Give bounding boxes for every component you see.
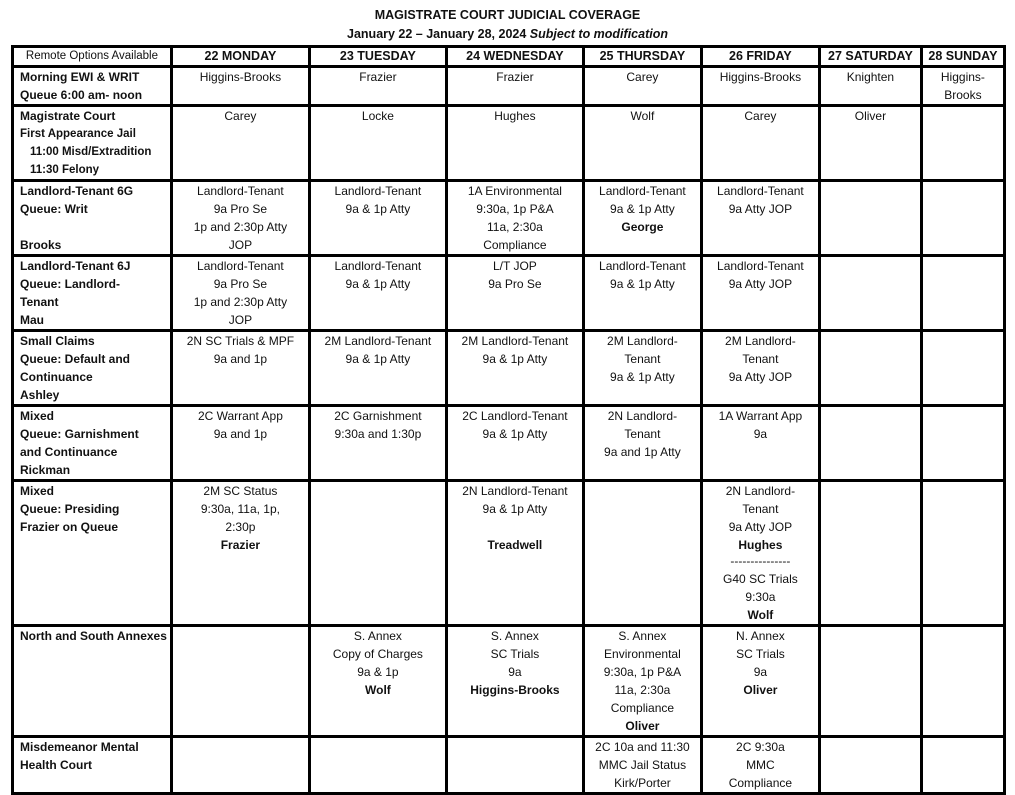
assigned-judge: Frazier [220, 538, 261, 552]
schedule-cell [701, 737, 819, 794]
column-header-day: 27 SATURDAY [819, 47, 921, 67]
cell-line: 2N Landlord- [607, 409, 678, 423]
row-header-line: Mixed [20, 409, 55, 423]
document-subtitle [0, 27, 1015, 41]
document-title: MAGISTRATE COURT JUDICIAL COVERAGE [374, 8, 641, 22]
row-header-line: Queue: Landlord- [20, 277, 120, 291]
header-row [13, 47, 1005, 67]
cell-line [451, 518, 579, 536]
cell-line: 9a & 1p Atty [610, 277, 675, 291]
schedule-cell [921, 331, 1004, 406]
row-header-line: 11:00 Misd/Extradition [30, 146, 152, 158]
assigned-judge: Oliver [625, 719, 660, 733]
cell-line: JOP [228, 313, 253, 327]
schedule-cell [583, 481, 701, 626]
schedule-cell [309, 67, 446, 106]
cell-line: Locke [361, 109, 394, 123]
cell-line: 9a Pro Se [213, 277, 268, 291]
cell-line: MMC Jail Status [598, 758, 687, 772]
schedule-cell [819, 626, 921, 737]
cell-line: S. Annex [618, 629, 667, 643]
cell-line: Kirk/Porter [614, 776, 671, 790]
cell-line: N. Annex [736, 629, 785, 643]
schedule-cell [171, 106, 309, 181]
schedule-cell [583, 737, 701, 794]
schedule-cell [446, 331, 583, 406]
cell-line: 9a & 1p Atty [482, 502, 548, 516]
cell-line: 1A Environmental [467, 184, 562, 198]
schedule-cell [583, 331, 701, 406]
cell-line: Landlord-Tenant [599, 259, 686, 273]
assigned-judge: Treadwell [487, 538, 543, 552]
cell-line: 2C 9:30a [736, 740, 785, 754]
cell-line: 11a, 2:30a [486, 220, 543, 234]
schedule-cell [446, 626, 583, 737]
cell-line: Landlord-Tenant [599, 184, 686, 198]
row-header-line: Morning EWI & WRIT [20, 70, 140, 84]
schedule-cell [921, 406, 1004, 481]
column-header-day: 28 SUNDAY [921, 47, 1004, 67]
cell-line: 1p and 2:30p Atty [193, 295, 288, 309]
cell-line: 2N SC Trials & MPF [186, 334, 295, 348]
schedule-cell [309, 737, 446, 794]
cell-line: 9a & 1p Atty [482, 352, 548, 366]
table-row [13, 256, 1005, 331]
schedule-cell [701, 67, 819, 106]
cell-line: G40 SC Trials [723, 572, 798, 586]
cell-line: Frazier [496, 70, 534, 84]
cell-line: Carey [626, 70, 659, 84]
schedule-cell [921, 737, 1004, 794]
cell-line: 9a & 1p Atty [345, 352, 411, 366]
cell-line: 9a and 1p [213, 427, 268, 441]
schedule-cell [819, 406, 921, 481]
row-header-line: Misdemeanor Mental [20, 740, 139, 754]
row-header-line: Queue: Garnishment [20, 427, 139, 441]
schedule-cell [921, 181, 1004, 256]
schedule-cell [446, 106, 583, 181]
row-header [13, 737, 172, 794]
cell-line: 9a & 1p Atty [610, 202, 675, 216]
column-header-day: 25 THURSDAY [583, 47, 701, 67]
cell-line: 9a & 1p Atty [482, 427, 548, 441]
cell-line: 9a Pro Se [213, 202, 268, 216]
cell-line: Tenant [742, 352, 779, 366]
row-header-line: Continuance [20, 370, 93, 384]
cell-line: 9a and 1p Atty [604, 445, 681, 459]
cell-line: 9:30a, 1p P&A [476, 202, 554, 216]
row-header-line [20, 218, 167, 236]
row-header-line: First Appearance Jail [20, 128, 136, 140]
assigned-judge: Oliver [743, 683, 778, 697]
schedule-cell [309, 626, 446, 737]
schedule-cell [171, 331, 309, 406]
cell-line: 9:30a [745, 590, 776, 604]
schedule-cell [583, 67, 701, 106]
cell-line: Oliver [854, 109, 887, 123]
cell-line: Compliance [728, 776, 793, 790]
cell-line: Compliance [483, 238, 547, 252]
cell-line: 2C Warrant App [197, 409, 283, 423]
cell-line: 2C 10a and 11:30 [595, 740, 690, 754]
column-header-day: 26 FRIDAY [701, 47, 819, 67]
cell-line: Higgins-Brooks [719, 70, 802, 84]
cell-line: 9:30a and 1:30p [334, 427, 422, 441]
schedule-cell [309, 406, 446, 481]
schedule-cell [446, 737, 583, 794]
cell-line: 2:30p [225, 520, 256, 534]
cell-line: 9a Atty JOP [728, 520, 793, 534]
schedule-cell [921, 67, 1004, 106]
schedule-cell [309, 181, 446, 256]
cell-line: Landlord-Tenant [197, 259, 284, 273]
cell-line: 9a Atty JOP [728, 277, 793, 291]
schedule-cell [171, 67, 309, 106]
cell-line: 9a & 1p [357, 665, 399, 679]
schedule-cell [583, 256, 701, 331]
cell-line: SC Trials [490, 647, 540, 661]
schedule-cell [446, 256, 583, 331]
schedule-cell [583, 626, 701, 737]
schedule-cell [446, 67, 583, 106]
table-row [13, 331, 1005, 406]
cell-line: 9a [753, 665, 768, 679]
row-header-line: Rickman [20, 463, 71, 477]
row-header-line: Ashley [20, 388, 60, 402]
cell-line: 2N Landlord-Tenant [462, 484, 568, 498]
cell-line: S. Annex [490, 629, 539, 643]
cell-line: Landlord-Tenant [717, 184, 804, 198]
row-header [13, 406, 172, 481]
cell-line: --------------- [730, 554, 791, 568]
schedule-cell [171, 481, 309, 626]
cell-line: Landlord-Tenant [334, 184, 422, 198]
row-header-line: Small Claims [20, 334, 95, 348]
schedule-cell [309, 331, 446, 406]
cell-line: 9a & 1p Atty [610, 370, 675, 384]
column-header-day: 22 MONDAY [171, 47, 309, 67]
table-row [13, 181, 1005, 256]
row-header-line: Health Court [20, 758, 92, 772]
column-header-remote-options: Remote Options Available [13, 47, 172, 67]
cell-line: Landlord-Tenant [334, 259, 422, 273]
schedule-cell [171, 256, 309, 331]
table-row [13, 481, 1005, 626]
row-header-line: Mixed [20, 484, 55, 498]
schedule-cell [583, 181, 701, 256]
cell-line: 2M SC Status [203, 484, 278, 498]
row-header [13, 181, 172, 256]
schedule-cell [309, 481, 446, 626]
cell-line: Wolf [630, 109, 655, 123]
cell-line: 9:30a, 11a, 1p, [200, 502, 280, 516]
coverage-table [11, 45, 1006, 795]
cell-line: 9a and 1p [213, 352, 268, 366]
cell-line: 2M Landlord-Tenant [324, 334, 432, 348]
row-header-line: Frazier on Queue [20, 520, 119, 534]
cell-line: Copy of Charges [332, 647, 423, 661]
row-header [13, 626, 172, 737]
schedule-cell [171, 737, 309, 794]
cell-line: 9a Atty JOP [728, 202, 793, 216]
row-header-line: Queue: Default and [20, 352, 131, 366]
cell-line: Carey [224, 109, 257, 123]
cell-line: 2C Garnishment [334, 409, 422, 423]
row-header-line: Queue: Writ [20, 202, 88, 216]
assigned-judge: Higgins-Brooks [470, 683, 560, 697]
schedule-cell [921, 481, 1004, 626]
schedule-cell [583, 406, 701, 481]
column-header-day: 23 TUESDAY [309, 47, 446, 67]
cell-line: 1p and 2:30p Atty [193, 220, 288, 234]
schedule-cell [446, 481, 583, 626]
row-header-line: Mau [20, 313, 44, 327]
cell-line: S. Annex [353, 629, 402, 643]
row-header-line: North and South Annexes [20, 629, 167, 643]
schedule-cell [921, 256, 1004, 331]
assigned-judge: Wolf [365, 683, 391, 697]
cell-line: JOP [228, 238, 253, 252]
cell-line: 1A Warrant App [718, 409, 803, 423]
assigned-judge: Wolf [747, 608, 774, 622]
modification-note: Subject to modification [529, 27, 668, 41]
cell-line: 9:30a, 1p P&A [603, 665, 682, 679]
row-header-line: Magistrate Court [20, 109, 116, 123]
cell-line: Hughes [494, 109, 536, 123]
schedule-cell [819, 331, 921, 406]
row-header-line: Brooks [20, 238, 62, 252]
row-header [13, 256, 172, 331]
schedule-cell [921, 106, 1004, 181]
cell-line: 9a & 1p Atty [345, 202, 411, 216]
cell-line: Tenant [742, 502, 779, 516]
schedule-cell [701, 626, 819, 737]
schedule-cell [446, 406, 583, 481]
row-header-line: and Continuance [20, 445, 118, 459]
cell-line: 2M Landlord- [725, 334, 796, 348]
assigned-judge: Hughes [738, 538, 783, 552]
cell-line: Landlord-Tenant [717, 259, 804, 273]
cell-line: Frazier [359, 70, 397, 84]
cell-line: 9a [753, 427, 768, 441]
schedule-cell [819, 106, 921, 181]
date-range: January 22 – January 28, 2024 [347, 27, 530, 41]
row-header-line: Queue: Presiding [20, 502, 120, 516]
table-row [13, 406, 1005, 481]
cell-line: MMC [746, 758, 775, 772]
schedule-cell [701, 256, 819, 331]
cell-line: SC Trials [736, 647, 785, 661]
schedule-cell [819, 481, 921, 626]
schedule-cell [819, 67, 921, 106]
schedule-cell [819, 181, 921, 256]
cell-line: 9a Pro Se [488, 277, 542, 291]
cell-line: Higgins-Brooks [199, 70, 282, 84]
schedule-cell [446, 181, 583, 256]
schedule-cell [701, 406, 819, 481]
cell-line: Tenant [624, 352, 661, 366]
schedule-cell [921, 626, 1004, 737]
row-header [13, 67, 172, 106]
cell-line: 9a Atty JOP [728, 370, 793, 384]
schedule-cell [701, 106, 819, 181]
cell-line: Environmental [604, 647, 681, 661]
schedule-cell [309, 256, 446, 331]
schedule-cell [701, 481, 819, 626]
cell-line: 2M Landlord- [607, 334, 678, 348]
row-header-line: Landlord-Tenant 6J [20, 259, 131, 273]
schedule-cell [583, 106, 701, 181]
schedule-cell [701, 331, 819, 406]
cell-line: Brooks [944, 88, 982, 102]
schedule-cell [819, 256, 921, 331]
cell-line: 9a & 1p Atty [345, 277, 411, 291]
schedule-cell [171, 406, 309, 481]
schedule-cell [171, 181, 309, 256]
row-header-line: Tenant [20, 295, 59, 309]
assigned-judge: George [621, 220, 664, 234]
row-header-line: 11:30 Felony [30, 164, 100, 176]
schedule-cell [819, 737, 921, 794]
row-header [13, 106, 172, 181]
cell-line: Compliance [610, 701, 675, 715]
column-header-day: 24 WEDNESDAY [446, 47, 583, 67]
table-row [13, 67, 1005, 106]
cell-line: Knighten [846, 70, 895, 84]
table-row [13, 106, 1005, 181]
cell-line: Tenant [624, 427, 661, 441]
schedule-cell [309, 106, 446, 181]
cell-line: 2N Landlord- [725, 484, 796, 498]
cell-line: Landlord-Tenant [197, 184, 284, 198]
row-header-line: Landlord-Tenant 6G [20, 184, 134, 198]
cell-line: Carey [744, 109, 777, 123]
row-header [13, 481, 172, 626]
schedule-cell [701, 181, 819, 256]
cell-line: 2M Landlord-Tenant [461, 334, 569, 348]
cell-line: 9a [508, 665, 522, 679]
cell-line: L/T JOP [493, 259, 537, 273]
cell-line: 11a, 2:30a [614, 683, 671, 697]
schedule-cell [171, 626, 309, 737]
table-row [13, 737, 1005, 794]
cell-line: Higgins- [940, 70, 985, 84]
cell-line: 2C Landlord-Tenant [462, 409, 568, 423]
row-header-line: Queue 6:00 am- noon [20, 88, 143, 102]
table-row [13, 626, 1005, 737]
row-header [13, 331, 172, 406]
